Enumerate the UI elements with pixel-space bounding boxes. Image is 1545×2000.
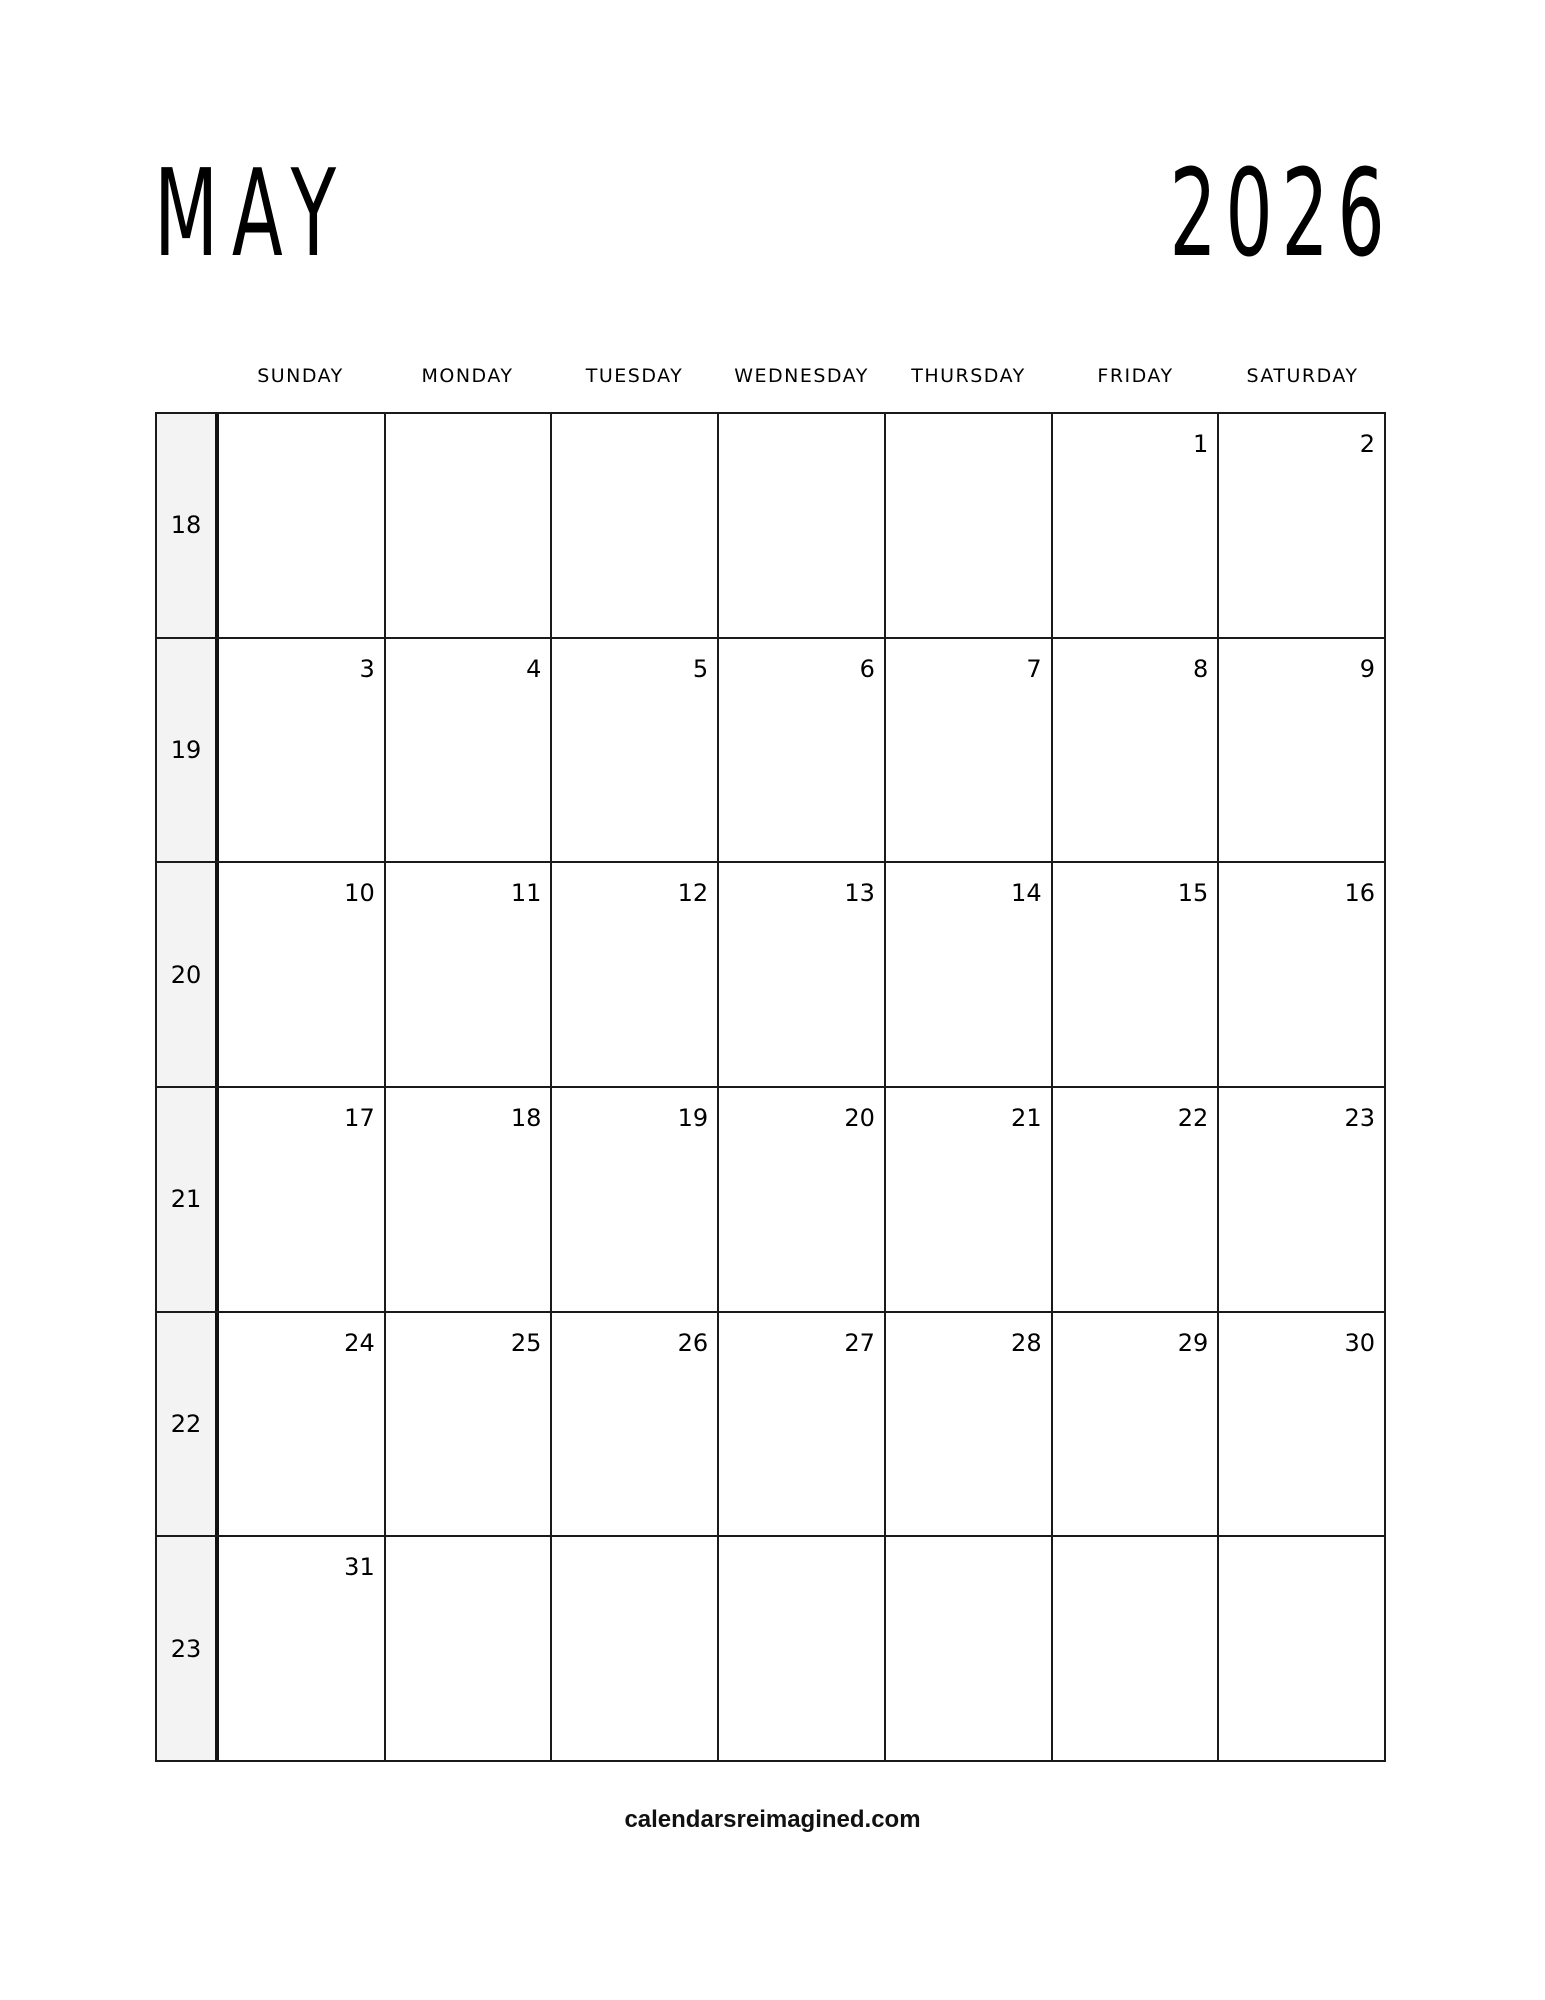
- week-row: [157, 1537, 1384, 1760]
- day-number: 19: [677, 1104, 709, 1133]
- day-number: 31: [344, 1553, 375, 1582]
- month-title: MAY: [154, 145, 350, 284]
- week-number: 23: [157, 1537, 219, 1760]
- weekday-wednesday: WEDNESDAY: [734, 365, 869, 387]
- week-number: 18: [157, 414, 219, 637]
- day-cell[interactable]: [386, 639, 553, 862]
- week-row: [157, 414, 1384, 639]
- day-number: 29: [1177, 1328, 1209, 1357]
- day-number: 11: [510, 879, 542, 908]
- day-cell[interactable]: [886, 1537, 1053, 1760]
- weekday-header-row: [217, 358, 1386, 394]
- week-row: [157, 1088, 1384, 1313]
- day-cell[interactable]: [219, 639, 386, 862]
- day-number: 8: [1193, 654, 1209, 683]
- day-cell[interactable]: [719, 639, 886, 862]
- day-cell[interactable]: [552, 1537, 719, 1760]
- calendar-grid: [155, 412, 1386, 1762]
- day-cell[interactable]: [219, 1537, 386, 1760]
- weekday-saturday: SATURDAY: [1246, 365, 1359, 387]
- day-cell[interactable]: [552, 414, 719, 637]
- day-cell[interactable]: [1219, 863, 1384, 1086]
- day-number: 1: [1193, 430, 1209, 458]
- day-cell[interactable]: [386, 1313, 553, 1536]
- day-number: 5: [692, 654, 709, 683]
- week-row: [157, 639, 1384, 864]
- weekday-thursday: THURSDAY: [911, 365, 1026, 387]
- day-cell[interactable]: [886, 414, 1053, 637]
- day-cell[interactable]: [552, 1313, 719, 1536]
- day-number: 9: [1359, 654, 1376, 683]
- day-cell[interactable]: [1053, 863, 1220, 1086]
- day-number: 10: [344, 879, 375, 908]
- day-number: 21: [1011, 1104, 1042, 1133]
- day-cell[interactable]: [719, 1537, 886, 1760]
- week-number: 20: [157, 863, 219, 1086]
- day-cell[interactable]: [886, 1313, 1053, 1536]
- day-number: 24: [344, 1328, 375, 1357]
- day-cell[interactable]: [886, 1088, 1053, 1311]
- day-number: 25: [510, 1328, 542, 1357]
- weekday-tuesday: TUESDAY: [585, 365, 684, 387]
- day-cell[interactable]: [219, 863, 386, 1086]
- day-cell[interactable]: [1053, 1537, 1220, 1760]
- week-row: [157, 863, 1384, 1088]
- day-number: 3: [359, 654, 375, 683]
- day-cell[interactable]: [886, 863, 1053, 1086]
- day-cell[interactable]: [719, 1313, 886, 1536]
- day-number: 30: [1344, 1328, 1376, 1357]
- day-number: 14: [1011, 879, 1042, 908]
- day-number: 2: [1359, 430, 1376, 458]
- weekday-sunday: SUNDAY: [257, 365, 344, 387]
- day-cell[interactable]: [219, 1313, 386, 1536]
- day-number: 18: [510, 1104, 542, 1133]
- day-cell[interactable]: [1219, 1088, 1384, 1311]
- day-cell[interactable]: [1053, 1088, 1220, 1311]
- day-cell[interactable]: [219, 1088, 386, 1311]
- weekday-monday: MONDAY: [421, 365, 514, 387]
- day-cell[interactable]: [1053, 639, 1220, 862]
- day-cell[interactable]: [552, 639, 719, 862]
- day-cell[interactable]: [1219, 639, 1384, 862]
- day-cell[interactable]: [1219, 414, 1384, 637]
- day-number: 6: [859, 654, 875, 683]
- weekday-friday: FRIDAY: [1097, 365, 1174, 387]
- day-number: 27: [844, 1328, 875, 1357]
- day-number: 16: [1344, 879, 1376, 908]
- day-number: 20: [844, 1104, 875, 1133]
- day-cell[interactable]: [719, 863, 886, 1086]
- week-number: 19: [157, 639, 219, 862]
- day-cell[interactable]: [719, 1088, 886, 1311]
- day-cell[interactable]: [386, 1088, 553, 1311]
- day-cell[interactable]: [1053, 414, 1220, 637]
- day-number: 23: [1344, 1104, 1376, 1133]
- day-cell[interactable]: [386, 414, 553, 637]
- day-number: 28: [1011, 1328, 1042, 1357]
- day-cell[interactable]: [1219, 1537, 1384, 1760]
- day-number: 15: [1177, 879, 1209, 908]
- week-row: [157, 1313, 1384, 1538]
- day-number: 13: [844, 879, 875, 908]
- day-number: 4: [526, 654, 542, 683]
- day-cell[interactable]: [386, 863, 553, 1086]
- day-cell[interactable]: [886, 639, 1053, 862]
- day-number: 17: [344, 1104, 375, 1133]
- footer-website: calendarsreimagined.com: [624, 1806, 921, 1833]
- day-cell[interactable]: [386, 1537, 553, 1760]
- day-cell[interactable]: [219, 414, 386, 637]
- year-title: 2026: [1168, 145, 1393, 284]
- day-number: 12: [677, 879, 709, 908]
- day-cell[interactable]: [719, 414, 886, 637]
- day-cell[interactable]: [552, 1088, 719, 1311]
- day-number: 26: [677, 1328, 709, 1357]
- day-cell[interactable]: [552, 863, 719, 1086]
- day-cell[interactable]: [1219, 1313, 1384, 1536]
- week-number: 22: [157, 1313, 219, 1536]
- day-number: 7: [1026, 654, 1042, 683]
- day-cell[interactable]: [1053, 1313, 1220, 1536]
- day-number: 22: [1177, 1104, 1209, 1133]
- week-number: 21: [157, 1088, 219, 1311]
